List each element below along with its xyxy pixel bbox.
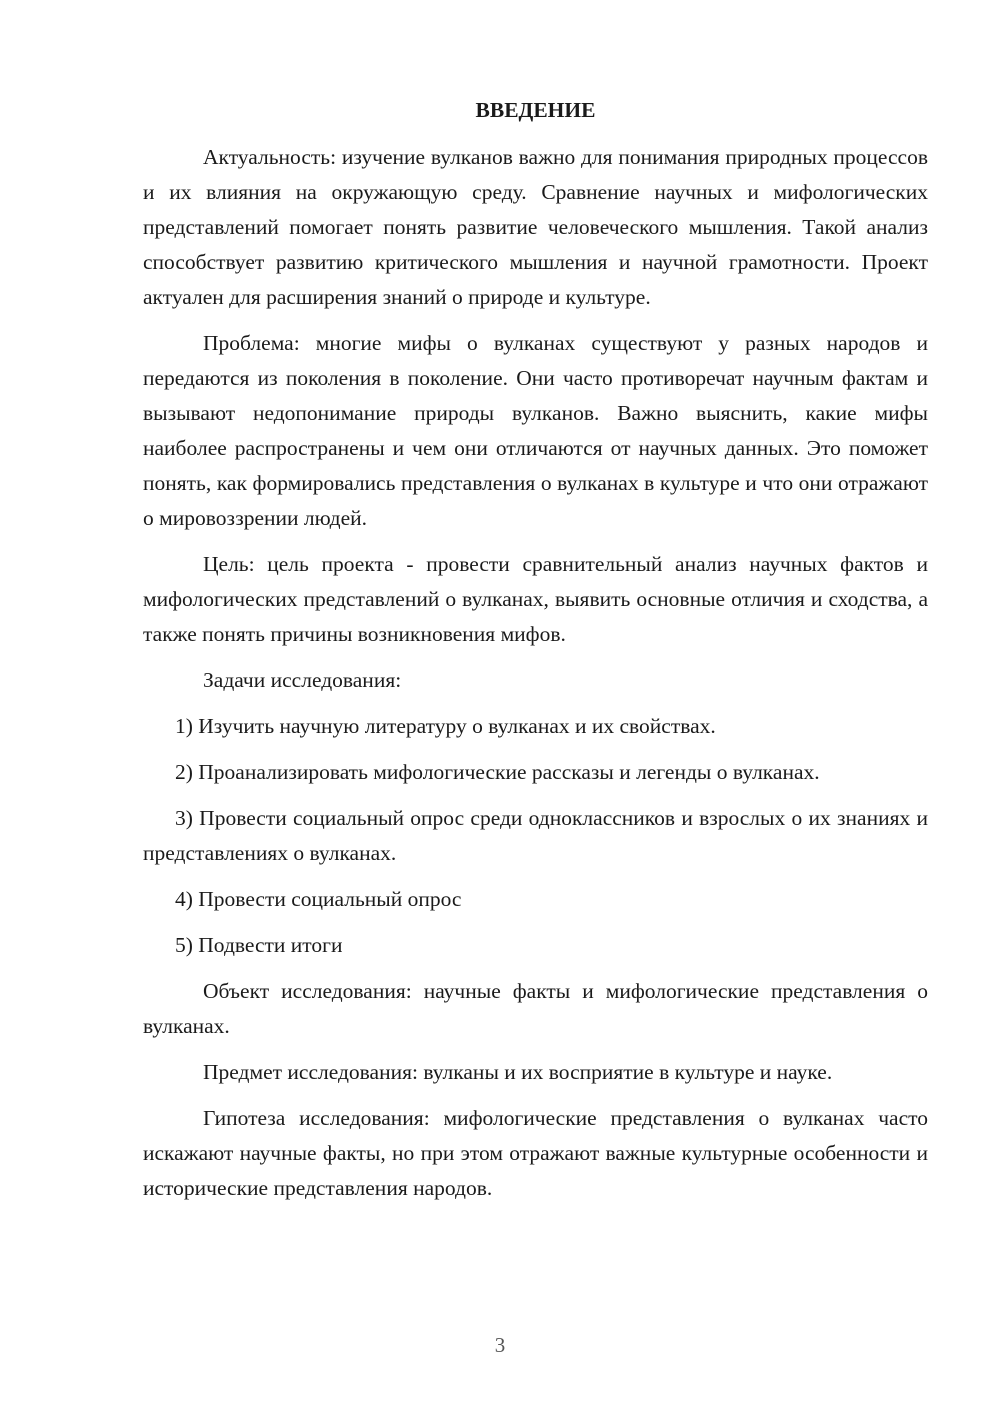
- tasks-heading: Задачи исследования:: [203, 668, 402, 692]
- task-item: 2) Проанализировать мифологические рассказы и легенды о вулканах.: [175, 760, 820, 784]
- task-item: 3) Провести социальный опрос среди одноклассников и взрослых о их знаниях и представлениях о вулканах.: [143, 806, 928, 865]
- subject-paragraph: Предмет исследования: вулканы и их восприятие в культуре и науке.: [203, 1060, 833, 1084]
- object-paragraph: Объект исследования: научные факты и мифологические представления о вулканах.: [143, 979, 928, 1038]
- task-item: 1) Изучить научную литературу о вулканах и их свойствах.: [175, 714, 716, 738]
- problem-paragraph: Проблема: многие мифы о вулканах существуют у разных народов и передаются из поколения в поколение. Они часто противоречат научным фактам и вызывают недопонимание природы вулканов. Важно выяснить, какие мифы наиболее распространены и чем они отличаются от научных данных. Это поможет понять, как формировались представления о вулканах в культуре и что они отражают о мировоззрении людей.: [143, 331, 928, 530]
- section-title: ВВЕДЕНИЕ: [475, 98, 596, 122]
- task-item: 5) Подвести итоги: [175, 933, 343, 957]
- page-number: 3: [494, 1333, 506, 1357]
- document-page: [143, 93, 928, 1217]
- hypothesis-paragraph: Гипотеза исследования: мифологические представления о вулканах часто искажают научные факты, но при этом отражают важные культурные особенности и исторические представления народов.: [143, 1106, 928, 1200]
- relevance-paragraph: Актуальность: изучение вулканов важно для понимания природных процессов и их влияния на окружающую среду. Сравнение научных и мифологических представлений помогает понять развитие человеческого мышления. Такой анализ способствует развитию критического мышления и научной грамотности. Проект актуален для расширения знаний о природе и культуре.: [143, 145, 928, 309]
- task-item: 4) Провести социальный опрос: [175, 887, 462, 911]
- goal-paragraph: Цель: цель проекта - провести сравнительный анализ научных фактов и мифологических представлений о вулканах, выявить основные отличия и сходства, а также понять причины возникновения мифов.: [143, 552, 928, 646]
